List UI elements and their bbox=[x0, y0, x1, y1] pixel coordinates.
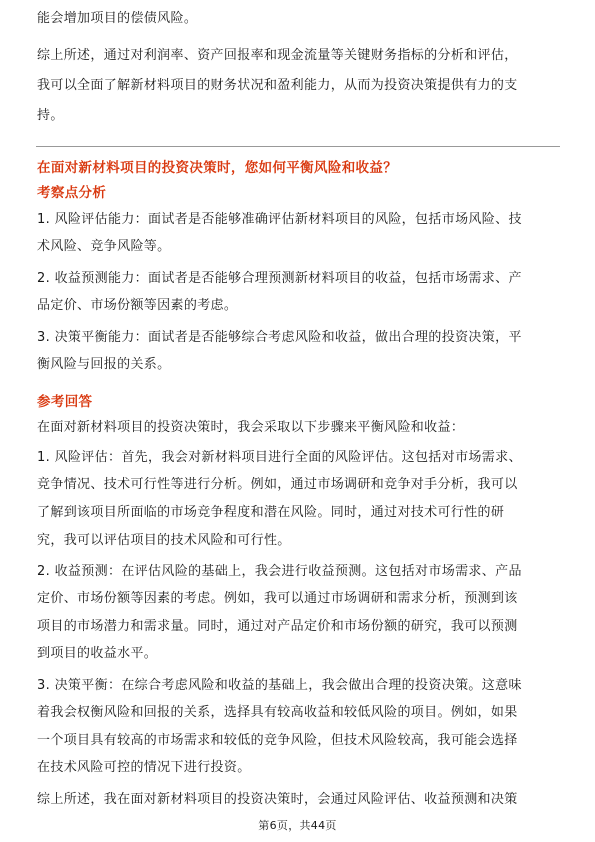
analysis-line: 品定价、市场份额等因素的考虑。 bbox=[37, 298, 238, 313]
intro-line: 持。 bbox=[37, 108, 64, 123]
answer-line: 综上所述，我在面对新材料项目的投资决策时，会通过风险评估、收益预测和决策 bbox=[37, 792, 518, 807]
section-divider bbox=[36, 146, 560, 147]
answer-line: 竞争情况、技术可行性等进行分析。例如，通过市场调研和竞争对手分析，我可以 bbox=[37, 477, 518, 492]
answer-line: 着我会权衡风险和回报的关系，选择具有较高收益和较低风险的项目。例如，如果 bbox=[37, 705, 518, 720]
answer-line: 项目的市场潜力和需求量。同时，通过对产品定价和市场份额的研究，我可以预测 bbox=[37, 619, 518, 634]
answer-line: 到项目的收益水平。 bbox=[37, 646, 158, 661]
answer-line: 究，我可以评估项目的技术风险和可行性。 bbox=[37, 533, 291, 548]
answer-line: 定价、市场份额等因素的考虑。例如，我可以通过市场调研和需求分析，预测到该 bbox=[37, 591, 518, 606]
analysis-heading: 考察点分析 bbox=[37, 185, 107, 201]
analysis-line: 衡风险与回报的关系。 bbox=[37, 357, 171, 372]
answer-heading: 参考回答 bbox=[37, 394, 93, 410]
answer-line: 在面对新材料项目的投资决策时，我会采取以下步骤来平衡风险和收益： bbox=[37, 420, 465, 435]
answer-line: 在技术风险可控的情况下进行投资。 bbox=[37, 760, 251, 775]
answer-line: 2. 收益预测：在评估风险的基础上，我会进行收益预测。这包括对市场需求、产品 bbox=[37, 564, 522, 579]
analysis-line: 2. 收益预测能力：面试者是否能够合理预测新材料项目的收益，包括市场需求、产 bbox=[37, 271, 522, 286]
analysis-line: 1. 风险评估能力：面试者是否能够准确评估新材料项目的风险，包括市场风险、技 bbox=[37, 212, 522, 227]
intro-line: 综上所述，通过对利润率、资产回报率和现金流量等关键财务指标的分析和评估， bbox=[37, 48, 518, 63]
answer-line: 1. 风险评估：首先，我会对新材料项目进行全面的风险评估。这包括对市场需求、 bbox=[37, 450, 522, 465]
answer-line: 一个项目具有较高的市场需求和较低的竞争风险，但技术风险较高，我可能会选择 bbox=[37, 733, 518, 748]
intro-line: 我可以全面了解新材料项目的财务状况和盈利能力，从而为投资决策提供有力的支 bbox=[37, 78, 518, 93]
answer-line: 了解到该项目所面临的市场竞争程度和潜在风险。同时，通过对技术可行性的研 bbox=[37, 505, 505, 520]
intro-line: 能会增加项目的偿债风险。 bbox=[37, 11, 198, 26]
question-heading: 在面对新材料项目的投资决策时，您如何平衡风险和收益？ bbox=[37, 160, 398, 176]
analysis-line: 3. 决策平衡能力：面试者是否能够综合考虑风险和收益，做出合理的投资决策，平 bbox=[37, 330, 522, 345]
answer-line: 3. 决策平衡：在综合考虑风险和收益的基础上，我会做出合理的投资决策。这意味 bbox=[37, 678, 522, 693]
analysis-line: 术风险、竞争风险等。 bbox=[37, 239, 171, 254]
page-footer: 第6页，共44页 bbox=[258, 819, 337, 832]
